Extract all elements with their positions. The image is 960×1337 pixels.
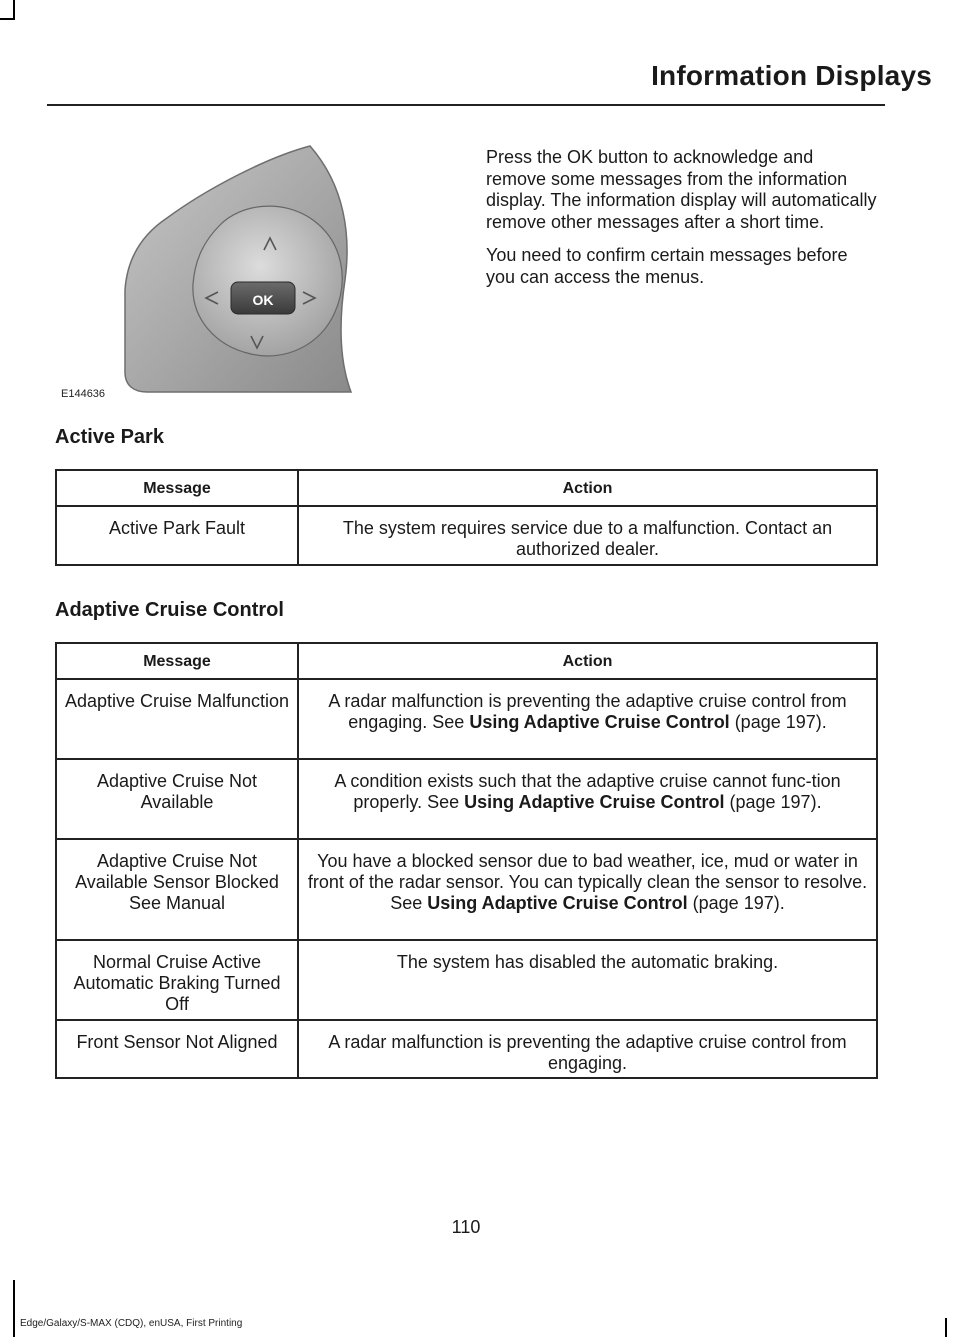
active-park-table bbox=[55, 469, 878, 566]
message-cell: Front Sensor Not Aligned bbox=[56, 1020, 298, 1078]
intro-paragraph: You need to confirm certain messages before you can access the menus. bbox=[486, 245, 848, 287]
action-text: You have a blocked sensor due to bad weather, ice, mud or water in front of the radar sensor. You can typically clean the sensor to resolve. See bbox=[307, 851, 868, 913]
ok-button-label: OK bbox=[252, 292, 274, 308]
column-header-message: Message bbox=[56, 470, 298, 506]
figure-id: E144636 bbox=[61, 388, 106, 400]
table-row bbox=[56, 679, 877, 759]
footer-text: Edge/Galaxy/S-MAX (CDQ), enUSA, First Printing bbox=[20, 1318, 243, 1329]
action-cell bbox=[298, 839, 877, 940]
table-row bbox=[56, 940, 877, 1020]
page-title: Information Displays bbox=[651, 60, 932, 91]
cross-reference-link[interactable]: Using Adaptive Cruise Control bbox=[427, 893, 688, 913]
cross-reference-link[interactable]: Using Adaptive Cruise Control bbox=[469, 712, 730, 732]
table-row bbox=[56, 839, 877, 940]
message-cell: Active Park Fault bbox=[56, 506, 298, 565]
header-divider bbox=[47, 104, 885, 106]
intro-paragraph: Press the OK button to acknowledge and remove some messages from the information display. The information display will automatically remove other messages after a short time. bbox=[486, 147, 877, 232]
action-text: A radar malfunction is preventing the adaptive cruise control from engaging. See bbox=[328, 691, 847, 732]
action-text: A condition exists such that the adaptive cruise cannot func-tion properly. See bbox=[334, 771, 841, 812]
action-cell: The system requires service due to a malfunction. Contact an authorized dealer. bbox=[298, 506, 877, 565]
table-header-row bbox=[56, 643, 877, 679]
crop-mark-top-left-v bbox=[13, 0, 15, 20]
message-cell: Adaptive Cruise Not Available bbox=[56, 759, 298, 839]
page-reference: (page 197). bbox=[724, 792, 822, 812]
table-row bbox=[56, 759, 877, 839]
action-cell: A radar malfunction is preventing the adaptive cruise control from engaging. bbox=[298, 1020, 877, 1078]
crop-mark-top-left-h bbox=[0, 18, 15, 20]
page-number: 110 bbox=[451, 1217, 481, 1237]
page-reference: (page 197). bbox=[729, 712, 827, 732]
steering-wheel-controls-figure bbox=[55, 140, 425, 402]
section-title-adaptive-cruise-control: Adaptive Cruise Control bbox=[55, 599, 284, 621]
section-title-active-park: Active Park bbox=[55, 426, 164, 448]
action-cell bbox=[298, 679, 877, 759]
steering-wheel-controls-illustration bbox=[55, 140, 425, 402]
message-cell: Adaptive Cruise Not Available Sensor Blocked See Manual bbox=[56, 839, 298, 940]
crop-mark-bottom-left-v bbox=[13, 1280, 15, 1337]
column-header-action: Action bbox=[298, 643, 877, 679]
intro-text bbox=[486, 147, 878, 300]
message-cell: Adaptive Cruise Malfunction bbox=[56, 679, 298, 759]
table-row bbox=[56, 506, 877, 565]
page-reference: (page 197). bbox=[687, 893, 785, 913]
action-cell: The system has disabled the automatic braking. bbox=[298, 940, 877, 1020]
message-cell: Normal Cruise Active Automatic Braking Turned Off bbox=[56, 940, 298, 1020]
table-row bbox=[56, 1020, 877, 1078]
table-header-row bbox=[56, 470, 877, 506]
column-header-action: Action bbox=[298, 470, 877, 506]
cross-reference-link[interactable]: Using Adaptive Cruise Control bbox=[464, 792, 725, 812]
adaptive-cruise-table bbox=[55, 642, 878, 1079]
action-cell bbox=[298, 759, 877, 839]
crop-mark-bottom-right-v bbox=[945, 1318, 947, 1337]
column-header-message: Message bbox=[56, 643, 298, 679]
